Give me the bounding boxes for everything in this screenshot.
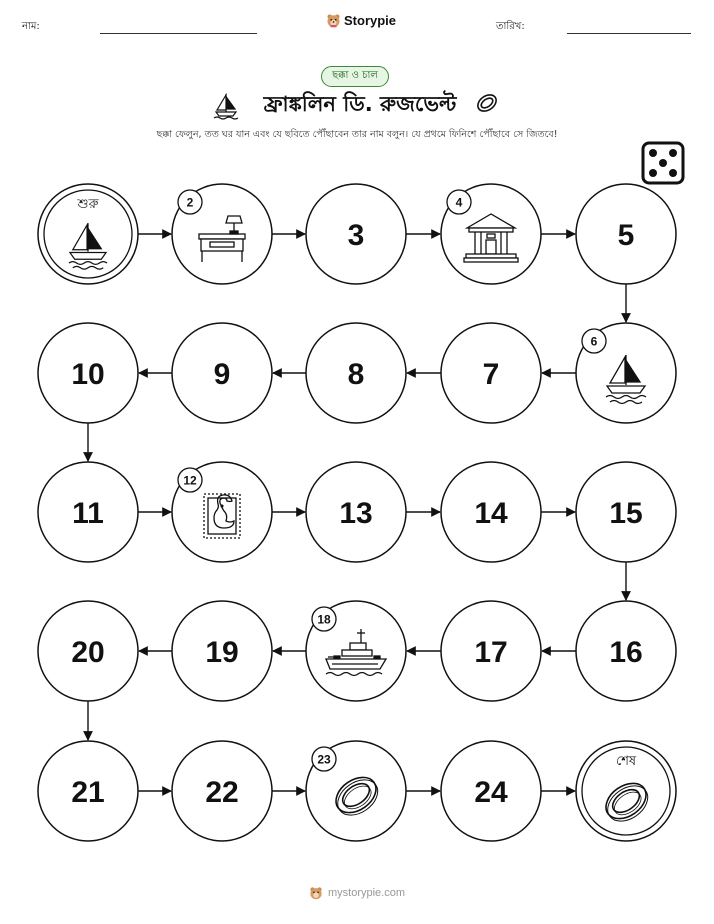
board-space-18[interactable] [306, 601, 406, 701]
footer-url[interactable]: mystorypie.com [327, 887, 406, 899]
duck-stamp-icon [204, 494, 240, 538]
brand-name: Storypie [344, 13, 397, 28]
board-space-3[interactable] [306, 184, 406, 284]
board-space-8[interactable] [306, 323, 406, 423]
space-number: 7 [482, 358, 500, 391]
date-label: তারিখ: [496, 21, 525, 32]
end-space[interactable] [576, 741, 676, 841]
board-space-10[interactable] [38, 323, 138, 423]
board-space-11[interactable] [38, 462, 138, 562]
board-space-7[interactable] [441, 323, 541, 423]
svg-text:2: 2 [186, 195, 194, 210]
space-number: 22 [205, 776, 239, 809]
end-label: শেষ [615, 753, 637, 768]
board-space-15[interactable] [576, 462, 676, 562]
start-label: শুরু [77, 196, 99, 211]
space-number: 24 [474, 776, 508, 809]
page-title: ফ্রাঙ্কলিন ডি. রুজভেল্ট [263, 92, 457, 116]
board-space-9[interactable] [172, 323, 272, 423]
space-number: 5 [617, 219, 635, 252]
instructions: ছক্কা ফেলুন, তত ঘর যান এবং যে ছবিতে পৌঁছাবেন তার নাম বলুন। যে প্রথমে ফিনিশে পৌঁছাবে সে জিতবে! [156, 129, 558, 140]
space-number-badge [178, 468, 202, 492]
space-number: 14 [474, 497, 508, 530]
space-number: 3 [347, 219, 365, 252]
svg-text:23: 23 [317, 752, 331, 767]
footer-bear-icon [309, 886, 323, 900]
svg-text:4: 4 [455, 195, 463, 210]
svg-text:6: 6 [590, 334, 598, 349]
space-number: 9 [213, 358, 231, 391]
board-space-23[interactable] [306, 741, 406, 841]
space-number: 10 [71, 358, 105, 391]
svg-text:12: 12 [183, 473, 197, 488]
board-space-12[interactable] [172, 462, 272, 562]
space-number: 8 [347, 358, 365, 391]
footer [0, 886, 714, 900]
space-number: 16 [609, 636, 643, 669]
board-space-24[interactable] [441, 741, 541, 841]
space-number: 11 [72, 497, 104, 530]
space-number: 13 [339, 497, 373, 530]
board-space-20[interactable] [38, 601, 138, 701]
space-number-badge [312, 607, 336, 631]
space-number-badge [178, 190, 202, 214]
board-space-6[interactable] [576, 323, 676, 423]
game-type-badge: ছক্কা ও চাল [321, 66, 389, 87]
svg-text:18: 18 [317, 612, 331, 627]
board-space-14[interactable] [441, 462, 541, 562]
board-space-16[interactable] [576, 601, 676, 701]
start-space[interactable] [38, 184, 138, 284]
space-number-badge [312, 747, 336, 771]
board-space-5[interactable] [576, 184, 676, 284]
space-number: 20 [71, 636, 105, 669]
board-space-19[interactable] [172, 601, 272, 701]
board-space-22[interactable] [172, 741, 272, 841]
space-number-badge [447, 190, 471, 214]
space-number: 19 [205, 636, 239, 669]
space-number-badge [582, 329, 606, 353]
board-space-17[interactable] [441, 601, 541, 701]
space-number: 21 [71, 776, 105, 809]
board-space-2[interactable] [172, 184, 272, 284]
board-space-13[interactable] [306, 462, 406, 562]
board-space-21[interactable] [38, 741, 138, 841]
space-number: 17 [474, 636, 508, 669]
name-label: নাম: [22, 21, 40, 32]
board-space-4[interactable] [441, 184, 541, 284]
space-number: 15 [609, 497, 643, 530]
